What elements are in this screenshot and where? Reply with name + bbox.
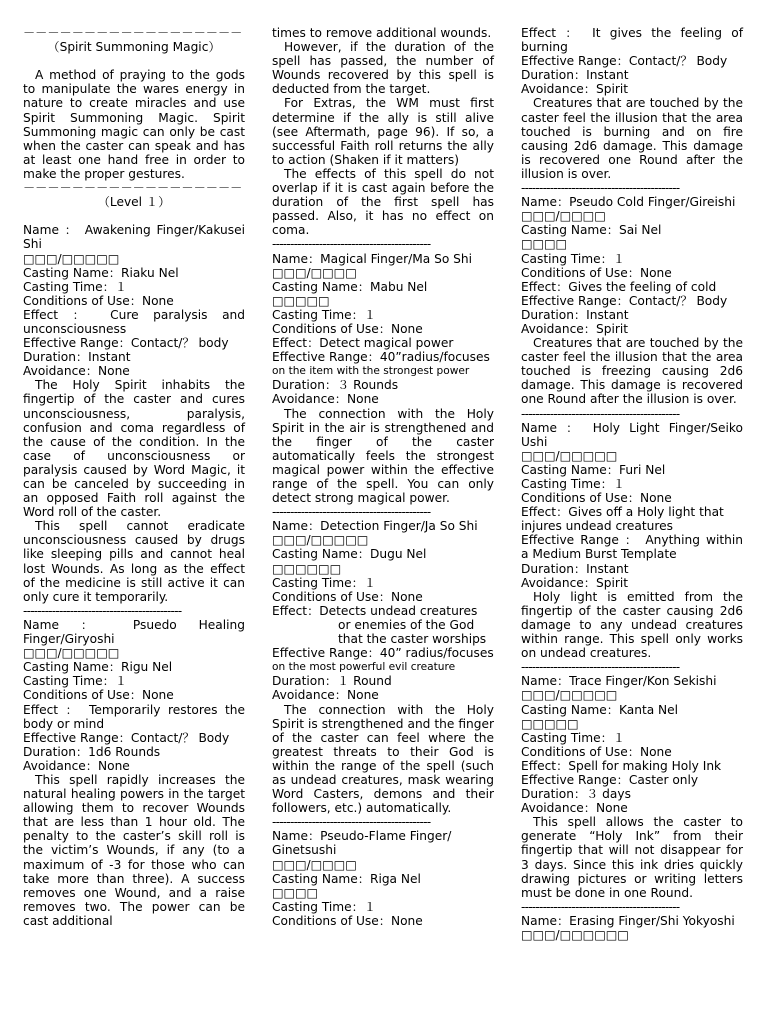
spell-effect: Effect ： Cure paralysis and unconsciousness bbox=[23, 307, 245, 336]
avoidance: Avoidance：None bbox=[521, 801, 628, 816]
casting-name: Casting Name：Rigu Nel bbox=[23, 660, 173, 675]
spell-effect-cont: that the caster worships bbox=[338, 632, 487, 647]
spell-pseudo-healing-finger bbox=[23, 618, 245, 928]
effective-range: Effective Range：Contact/？ Body bbox=[23, 730, 230, 745]
divider: -------------------------------------------- bbox=[521, 181, 680, 196]
effective-range: Effective Range：Contact/？ body bbox=[23, 336, 229, 351]
spell-description: This spell rapidly increases the natural healing powers in the target allowing them to recover Wounds that are less than 1 hour old. The penalty to the caster’s skill roll is the victim’s Wounds, if any (to a maximum of -3 for those who can take more than three). A success removes one Wound, and a raise removes two. The power can be cast additional bbox=[23, 772, 245, 928]
casting-name-jp: □□□□□ bbox=[521, 716, 579, 731]
description-continued: However, if the duration of the spell has passed, the number of Wounds recovered by this spell is deducted from the target. bbox=[272, 40, 494, 97]
spell-magical-finger bbox=[272, 252, 494, 506]
description-continued: The effects of this spell do not overlap if it is cast again before the duration of the first spell has passed. Also, it has no effect on coma. bbox=[272, 166, 494, 238]
duration: Duration：Instant bbox=[521, 307, 629, 322]
casting-name-jp: □□□□ bbox=[272, 885, 319, 900]
avoidance: Avoidance：Spirit bbox=[521, 575, 629, 590]
spell-name: Name：Detection Finger/Ja So Shi bbox=[272, 519, 478, 534]
spell-name: Name：Pseudo Cold Finger/Gireishi bbox=[521, 195, 736, 210]
spell-jp: □□□/□□□□□□ bbox=[521, 928, 629, 942]
duration: Duration：1d6 Rounds bbox=[23, 744, 161, 759]
spell-description: The connection with the Holy Spirit is strengthened and the finger of the caster can feel where the greatest threats to their God is within the range of the spell (such as undead creatures, mask wearing Word Casters, demons and their followers, etc.) automatically. bbox=[272, 702, 494, 816]
effective-range: Effective Range：Caster only bbox=[521, 772, 699, 787]
casting-name: Casting Name：Riga Nel bbox=[272, 871, 421, 886]
level-rule: －－－－－－－－－－－－－－－－－－ bbox=[23, 181, 243, 196]
effective-range: Effective Range：Contact/？ Body bbox=[521, 293, 728, 308]
description-continued: For Extras, the WM must first determine if the ally is still alive (see Aftermath, page 96). If so, a successful Faith roll returns the ally to action (Shaken if it matters) bbox=[272, 96, 494, 167]
spell-jp: □□□/□□□□ bbox=[521, 209, 606, 224]
divider: -------------------------------------------- bbox=[23, 603, 182, 618]
effective-range-detail: on the item with the strongest power bbox=[272, 365, 470, 378]
casting-name-jp: □□□□□ bbox=[272, 293, 330, 308]
duration: Duration：Instant bbox=[521, 68, 629, 83]
avoidance: Avoidance：None bbox=[272, 392, 379, 407]
spell-effect: Effect ： It gives the feeling of burning bbox=[521, 26, 743, 55]
effective-range: Effective Range ： Anything within a Medium Burst Template bbox=[521, 533, 743, 562]
spell-name: Name：Erasing Finger/Shi Yokyoshi bbox=[521, 913, 735, 928]
spell-name: Name：Magical Finger/Ma So Shi bbox=[272, 251, 473, 266]
spell-erasing-finger bbox=[521, 914, 743, 942]
effective-range: Effective Range：Contact/？ Body bbox=[521, 54, 728, 69]
spell-jp: □□□/□□□□ bbox=[272, 857, 357, 872]
spell-effect: Effect：Gives off a Holy light that injures undead creatures bbox=[521, 505, 724, 534]
spell-description: Creatures that are touched by the caster feel the illusion that the area touched is burning and on fire causing 2d6 damage. This damage is recovered one Round after the illusion is over. bbox=[521, 96, 743, 181]
intro-paragraph: A method of praying to the gods to manipulate the wares energy in nature to create miracles and use Spirit Summoning Magic. Spirit Summoning magic can only be cast when the caster can speak and has at least one hand free in order to make the proper gestures. bbox=[23, 68, 245, 181]
spell-name: Name ： Awakening Finger/Kakusei Shi bbox=[23, 223, 245, 252]
casting-time: Casting Time：１ bbox=[272, 575, 377, 590]
conditions-of-use: Conditions of Use：None bbox=[272, 913, 423, 928]
effective-range: Effective Range：40” radius/focuses bbox=[272, 646, 494, 661]
avoidance: Avoidance：None bbox=[272, 688, 379, 703]
avoidance: Avoidance：None bbox=[23, 364, 130, 379]
spell-effect: Effect：Detects undead creatures bbox=[272, 603, 478, 618]
duration: Duration：３ days bbox=[521, 787, 631, 802]
spell-description: The Holy Spirit inhabits the fingertip of the caster and cures unconsciousness, paralysis, confusion and coma regardless of the cause of the condition. In the case of unconsciousness or paralysis caused by Word Magic, it can be canceled by succeeding in an opposed Faith roll against the Word roll of the caster. bbox=[23, 378, 245, 520]
spell-effect: Effect：Gives the feeling of cold bbox=[521, 279, 717, 294]
divider: -------------------------------------------- bbox=[272, 505, 431, 520]
spell-name: Name：Pseudo-Flame Finger/ bbox=[272, 829, 452, 844]
casting-time: Casting Time：１ bbox=[272, 307, 377, 322]
spell-description: This spell allows the caster to generate “Holy Ink” from their fingertip that will not disappear for 3 days. Since this ink dries quickly drawing pictures or writing letters must be done in one Round. bbox=[521, 815, 743, 900]
section-title: （Spirit Summoning Magic） bbox=[47, 40, 221, 55]
casting-time: Casting Time：１ bbox=[521, 477, 626, 491]
spell-pseudo-flame-finger bbox=[272, 829, 494, 928]
spell-jp: □□□/□□□□□ bbox=[23, 646, 120, 661]
divider: -------------------------------------------- bbox=[521, 899, 680, 914]
section-header-jp: －－－－－－－－－－－－－－－－－－ bbox=[23, 26, 243, 40]
conditions-of-use: Conditions of Use：None bbox=[521, 744, 672, 759]
spell-holy-light-finger bbox=[521, 421, 743, 661]
spell-description: The connection with the Holy Spirit in the air is strengthened and the finger of the caster automatically feels the strongest magical power within the effective range of the spell. You can only detect strong magical power. bbox=[272, 406, 494, 506]
avoidance: Avoidance：None bbox=[23, 758, 130, 773]
casting-time: Casting Time：１ bbox=[23, 279, 128, 294]
conditions-of-use: Conditions of Use：None bbox=[521, 265, 672, 280]
spell-jp: □□□/□□□□□ bbox=[521, 688, 618, 703]
casting-time: Casting Time：１ bbox=[521, 730, 626, 745]
spell-description: Holy light is emitted from the fingertip of the caster causing 2d6 damage to any undead creatures within range. This spell only works on undead creatures. bbox=[521, 589, 743, 661]
duration: Duration：１ Round bbox=[272, 674, 392, 689]
conditions-of-use: Conditions of Use：None bbox=[272, 589, 423, 604]
column-1 bbox=[23, 26, 245, 928]
spell-pseudo-cold-finger bbox=[521, 195, 743, 406]
casting-name: Casting Name：Furi Nel bbox=[521, 462, 666, 477]
divider: -------------------------------------------- bbox=[272, 237, 431, 252]
spell-effect: Effect ： Temporarily restores the body or mind bbox=[23, 702, 245, 731]
effective-range-detail: on the most powerful evil creature bbox=[272, 661, 456, 674]
avoidance: Avoidance：Spirit bbox=[521, 82, 629, 97]
duration: Duration：３ Rounds bbox=[272, 378, 399, 393]
conditions-of-use: Conditions of Use：None bbox=[23, 688, 174, 703]
description-continued: times to remove additional wounds. bbox=[272, 26, 492, 40]
spell-trace-finger bbox=[521, 674, 743, 900]
casting-name: Casting Name：Kanta Nel bbox=[521, 702, 679, 717]
duration: Duration：Instant bbox=[521, 561, 629, 576]
spell-description: This spell cannot eradicate unconsciousness caused by drugs like sleeping pills and cannot heal lost Wounds. As long as the effect of the medicine is still active it can only cure it temporarily. bbox=[23, 519, 245, 604]
divider: -------------------------------------------- bbox=[272, 815, 431, 830]
level-label: （Level １） bbox=[97, 195, 171, 210]
spell-name-cont: Ginetsushi bbox=[272, 843, 337, 858]
casting-name: Casting Name：Dugu Nel bbox=[272, 547, 427, 562]
casting-name-jp: □□□□□□ bbox=[272, 561, 342, 576]
column-3 bbox=[521, 26, 743, 942]
duration: Duration：Instant bbox=[23, 350, 131, 365]
casting-time: Casting Time：１ bbox=[272, 899, 377, 914]
spell-detection-finger bbox=[272, 519, 494, 815]
spell-jp: □□□/□□□□□ bbox=[23, 251, 120, 266]
casting-time: Casting Time：１ bbox=[521, 251, 626, 266]
conditions-of-use: Conditions of Use：None bbox=[521, 491, 672, 506]
column-2 bbox=[272, 26, 494, 928]
spell-jp: □□□/□□□□□ bbox=[521, 448, 618, 463]
spell-name: Name ： Psuedo Healing Finger/Giryoshi bbox=[23, 617, 245, 647]
divider: -------------------------------------------- bbox=[521, 406, 680, 421]
spell-name: Name：Trace Finger/Kon Sekishi bbox=[521, 674, 717, 689]
spell-jp: □□□/□□□□□ bbox=[272, 533, 369, 548]
avoidance: Avoidance：Spirit bbox=[521, 321, 629, 336]
spell-description: Creatures that are touched by the caster feel the illusion that the area touched is freezing causing 2d6 damage. This damage is recovered one Round after the illusion is over. bbox=[521, 336, 743, 407]
spell-effect: Effect：Detect magical power bbox=[272, 336, 454, 351]
casting-name-jp: □□□□ bbox=[521, 237, 568, 252]
spell-jp: □□□/□□□□ bbox=[272, 265, 357, 280]
spell-effect: Effect：Spell for making Holy Ink bbox=[521, 758, 722, 773]
casting-name: Casting Name：Sai Nel bbox=[521, 223, 662, 238]
casting-name: Casting Name：Mabu Nel bbox=[272, 279, 428, 294]
casting-name: Casting Name：Riaku Nel bbox=[23, 265, 179, 280]
conditions-of-use: Conditions of Use：None bbox=[272, 321, 423, 336]
casting-time: Casting Time：１ bbox=[23, 674, 128, 689]
spell-name: Name ： Holy Light Finger/Seiko Ushi bbox=[521, 420, 743, 449]
effective-range: Effective Range：40”radius/focuses bbox=[272, 350, 490, 365]
spell-awakening-finger bbox=[23, 223, 245, 604]
spell-effect-cont: or enemies of the God bbox=[338, 617, 475, 632]
divider: -------------------------------------------- bbox=[521, 660, 680, 675]
conditions-of-use: Conditions of Use：None bbox=[23, 293, 174, 308]
